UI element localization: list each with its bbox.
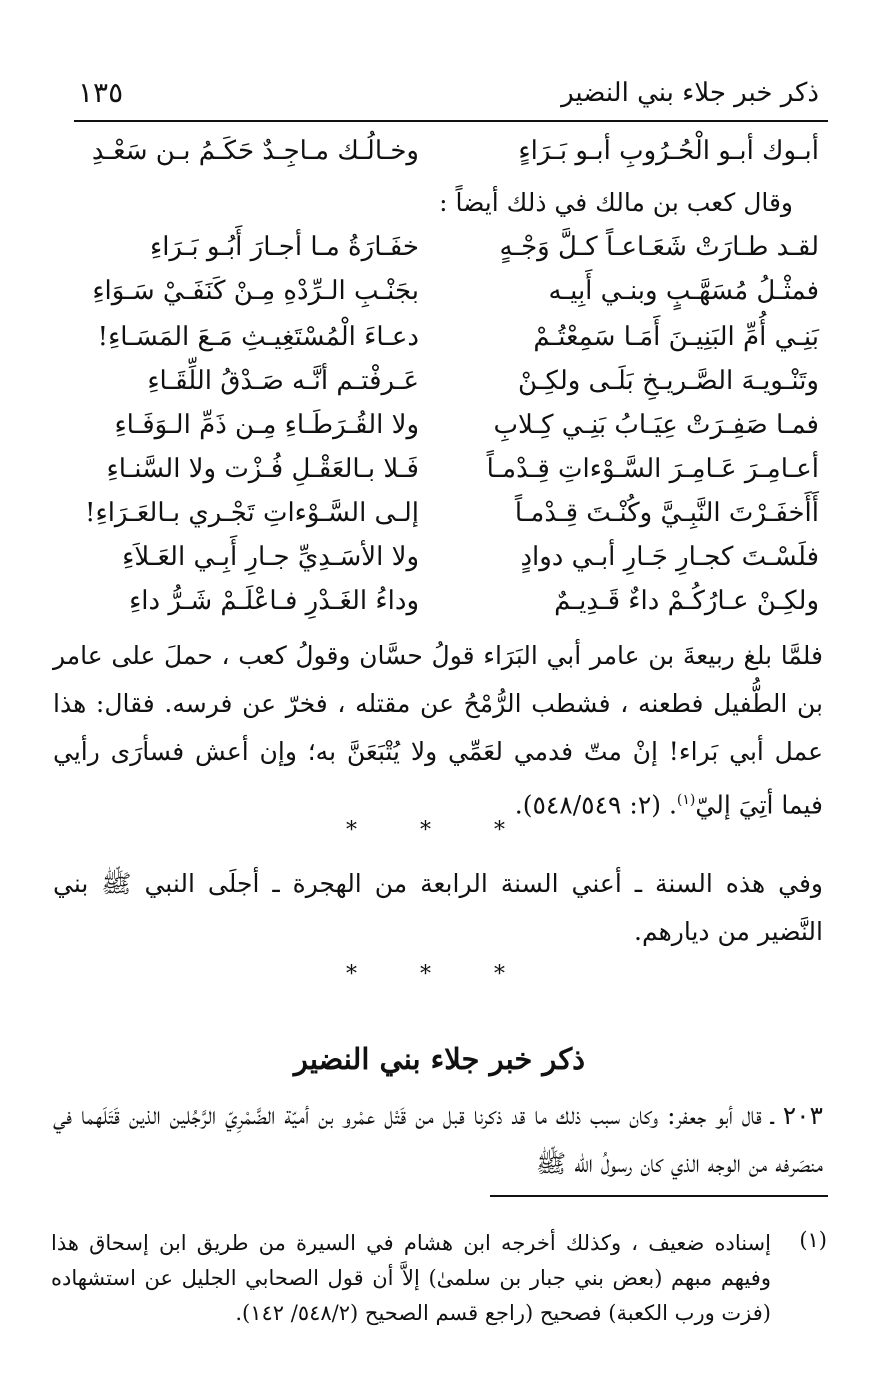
section-separator: * * * xyxy=(346,818,533,843)
poem-line-7-left: إلـى السَّـوْءاتِ تَجْـري بـالعَـرَاءِ! xyxy=(85,498,419,528)
poem-line-3-right: بَنِـي أُمِّ البَنِيـنَ أَمَـا سَمِعْتُـمْ xyxy=(533,322,819,352)
poem-line-1-right: لقـد طـارَتْ شَعَـاعـاً كـلَّ وَجْـهٍ xyxy=(499,232,819,262)
footnote-reference: (١) xyxy=(676,792,696,808)
narrative-paragraph xyxy=(53,632,823,829)
poem-line-5-left: ولا القُـرَطَـاءِ مِـن ذَمِّ الـوَفَـاءِ xyxy=(114,410,419,440)
poem-line-9-left: وداءُ الغَـدْرِ فـاعْلَـمْ شَـرُّ داءِ xyxy=(129,586,419,616)
poem-line-6-right: أعـامِـرَ عَـامِـرَ السَّـوْءاتِ قِـدْمـاً xyxy=(486,454,819,484)
poem-line-9-right: ولكِـنْ عـارُكُـمْ داءٌ قَـدِيـمٌ xyxy=(554,586,819,616)
poem-line-1-left: خفَـارَةُ مـا أجـارَ أَبُـو بَـرَاءِ xyxy=(149,232,419,262)
section-heading: ذكر خبر جلاء بني النضير xyxy=(293,1042,586,1076)
poem-line-8-left: ولا الأسَـدِيِّ جـارِ أَبِـي العَـلاَءِ xyxy=(122,542,419,572)
poem-line-8-right: فلَسْـتَ كجـارِ جَـارِ أبـي دوادٍ xyxy=(520,542,819,572)
footnote-number: (١) xyxy=(799,1228,827,1252)
poem-line-2-left: بجَنْـبِ الـرِّدْهِ مِـنْ كَنَفَـيْ سَـوَاءِ xyxy=(92,276,419,306)
poem-line-7-right: أَأَخفَـرْتَ النَّبِـيَّ وكُنْـتَ قِـدْمـاً xyxy=(514,498,819,528)
verse-right-hemistich: أبـوك أبـو الْحُـرُوبِ أبـو بَـرَاءٍ xyxy=(518,136,819,166)
page-number: ١٣٥ xyxy=(78,76,124,109)
narrative-text: فلمَّا بلغ ربيعةَ بن عامر أبي البَرَاء قولُ حسَّان وقولُ كعب ، حملَ على عامر بن الطُّفيل فطعنه ، فشطب الرُّمْحُ عن مقتله ، فخرّ عن فرسه. فقال: هذا عمل أبي بَراء! إنْ متّ فدمي لعَمِّي ولا يُتْبَعَنَّ به؛ وإن أعش فسأرَى رأيي فيما أتِيَ إليّ xyxy=(53,641,823,820)
source-citation: . (٢: ٥٤٨/٥٤٩). xyxy=(514,790,677,820)
poem-line-4-left: عَـرفْتـم أنَّـه صَـدْقُ اللِّقَـاءِ xyxy=(147,366,419,396)
report-paragraph: ٢٠٣ ـ قال أبو جعفر: وكان سبب ذلك ما قد ذكرنا قبل من قَتْل عمْرو بن أميّة الضَّمْرِيّ الرَّجُلين الذين قَتَلَهما في منصَرفه من الوجه الذي كان رسولُ الله ﷺ xyxy=(53,1101,823,1178)
verse-left-hemistich: وخـالُـك مـاجِـدٌ حَكَـمُ بـن سَعْـدِ xyxy=(91,136,419,166)
section-separator-2: * * * xyxy=(346,962,533,987)
poem-intro: وقال كعب بن مالك في ذلك أيضاً : xyxy=(439,188,793,217)
footnote-divider xyxy=(490,1195,828,1197)
running-header-title: ذكر خبر جلاء بني النضير xyxy=(561,78,819,108)
footnote-text: إسناده ضعيف ، وكذلك أخرجه ابن هشام في السيرة من طريق ابن إسحاق هذا وفيهم مبهم (بعض بني جبار بن سلمىٰ) إلاَّ أن قول الصحابي الجليل عن استشهاده (فزت ورب الكعبة) فصحيح (راجع قسم الصحيح (٥٤٨/٢/ ١٤٢). xyxy=(51,1231,771,1325)
poem-line-4-right: وتَنْـويـهَ الصَّـريـخِ بَلَـى ولكِـنْ xyxy=(518,366,819,396)
poem-line-2-right: فمثْـلُ مُسَهَّـبٍ وبنـي أَبِيـه xyxy=(548,276,819,306)
header-divider xyxy=(74,120,828,122)
poem-line-6-left: فَـلا بـالعَقْـلِ فُـزْت ولا السَّنـاءِ xyxy=(106,454,419,484)
poem-line-3-left: دعـاءَ الْمُسْتَغِيـثِ مَـعَ المَسَـاءِ! xyxy=(97,322,419,352)
poem-line-5-right: فمـا صَفِـرَتْ عِيَـابُ بَنِـي كِـلابِ xyxy=(493,410,819,440)
event-paragraph: وفي هذه السنة ـ أعني السنة الرابعة من الهجرة ـ أجلَى النبي ﷺ بني النَّضير من ديارهم. xyxy=(53,869,823,946)
